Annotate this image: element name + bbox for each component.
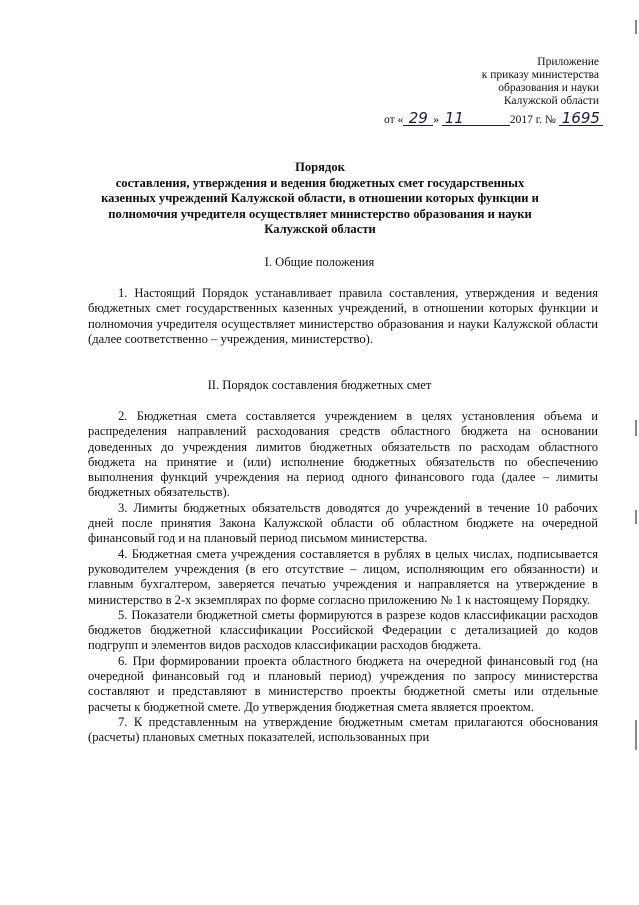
paragraph: 1. Настоящий Порядок устанавливает правила составления, утверждения и ведения бюджетных смет государственных казенных учреждений, в отношении которых функции и полномочия учредителя осуществляет министерство образования и науки Калужской области (далее соответственно – учреждения, министерство). (88, 286, 598, 346)
paragraph: 4. Бюджетная смета учреждения составляется в рублях в целых числах, подписывается руководителем учреждения (в его отсутствие – лицом, исполняющим его обязанности) и главным бухгалтером, заверяется печатью учреждения и направляется на утверждение в министерство в 2-х экземплярах по форме согласно приложению № 1 к настоящему Порядку. (88, 546, 598, 607)
annex-block (482, 56, 599, 108)
scan-edge-mark (635, 510, 637, 524)
scan-edge-mark (635, 420, 637, 436)
scan-edge-mark (635, 20, 637, 34)
order-year: 2017 г. № (509, 114, 556, 126)
order-number: 1695 (559, 111, 603, 126)
annex-line: к приказу министерства (481, 69, 599, 81)
section-1-body (88, 286, 598, 347)
order-day: 29 (403, 111, 433, 126)
paragraph: 6. При формировании проекта областного бюджета на очередной финансовый год (на очередной финансовый год и плановый период) учреждения по запросу министерства составляют и представляют в министерство проекты бюджетной сметы или отдельные расчеты к бюджетной смете. До утверждения бюджетная смета является проектом. (88, 653, 598, 714)
document-title (90, 160, 550, 238)
section-heading-1: I. Общие положения (264, 255, 375, 269)
paragraph: 7. К представленным на утверждение бюджетным сметам прилагаются обоснования (расчеты) плановых сметных показателей, использованных при (88, 714, 598, 745)
annex-line: Калужской области (503, 95, 599, 107)
annex-line: образования и науки (498, 82, 599, 94)
order-month: 11 (442, 111, 510, 126)
section-2-body (88, 409, 598, 746)
paragraph: 2. Бюджетная смета составляется учреждением в целях установления объема и распределения направлений расходования средств областного бюджета на основании доведенных до учреждения лимитов бюджетных обязательств по расходам областного бюджета на принятие и (или) исполнение бюджетных обязательств по обеспечению выполнения функций учреждения на период одного финансового года (далее – лимиты бюджетных обязательств). (88, 409, 598, 500)
scan-edge-mark (635, 720, 637, 750)
title-subtitle: составления, утверждения и ведения бюджетных смет государственных казенных учреждений Калужской области, в отношении которых функции и полномочия учредителя осуществляет министерство образования и науки Калужской области (101, 175, 539, 236)
order-date-number (384, 111, 603, 126)
paragraph: 5. Показатели бюджетной сметы формируются в разрезе кодов классификации расходов бюджетов бюджетной классификации Российской Федерации с детализацией до кодов подгрупп и элементов видов расходов классификации расходов бюджета. (88, 607, 598, 653)
order-prefix: от « (384, 114, 404, 126)
title-heading: Порядок (295, 160, 345, 174)
annex-line: Приложение (537, 56, 599, 68)
section-heading-2: II. Порядок составления бюджетных смет (207, 378, 432, 392)
paragraph: 3. Лимиты бюджетных обязательств доводятся до учреждений в течение 10 рабочих дней после принятия Закона Калужской области об областном бюджете на очередной финансовый год и на плановый период письмом министерства. (88, 500, 598, 546)
order-quote-close: » (433, 114, 439, 126)
